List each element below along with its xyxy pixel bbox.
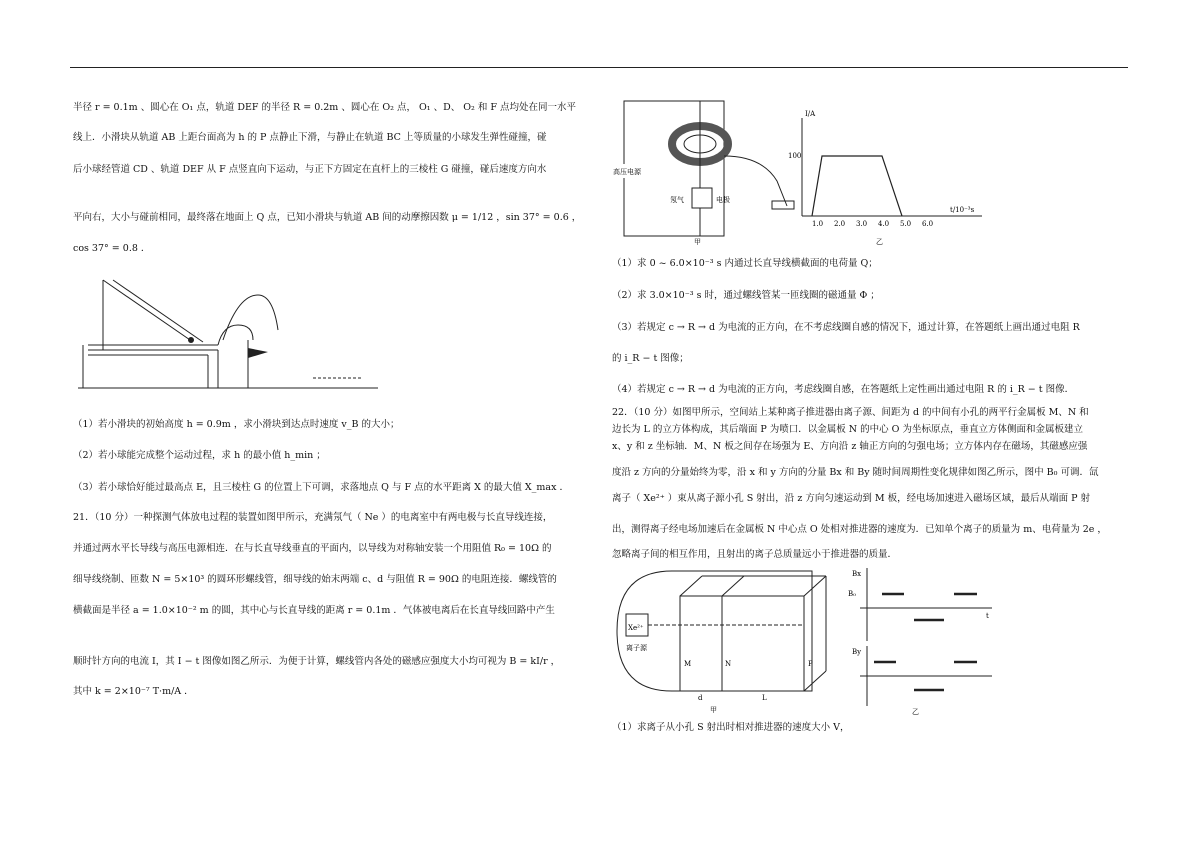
- text-line: 21．（10 分）一种探测气体放电过程的装置如图甲所示，充满氖气（ Ne ）的电离室中有两电极与长直导线连接，: [73, 512, 553, 523]
- track-figure: [73, 270, 383, 395]
- graph-t-label: t: [986, 612, 989, 620]
- text-line: cos 37° = 0.8 ．: [73, 243, 151, 254]
- figure-caption-jia: 甲: [710, 706, 717, 714]
- text-line: 细导线绕制、匝数 N = 5×10³ 的圆环形螺线管，细导线的始末两端 c、d 与阻值 R = 90Ω 的电阻连接．螺线管的: [73, 574, 557, 585]
- x-tick-label: 5.0: [900, 220, 912, 228]
- distance-d-label: d: [698, 694, 703, 702]
- text-line: 平向右，大小与碰前相同，最终落在地面上 Q 点，已知小滑块与轨道 AB 间的动摩擦因数 μ = 1/12 ，sin 37° = 0.6 ，: [73, 212, 582, 223]
- text-line: 半径 r = 0.1m 、圆心在 O₁ 点，轨道 DEF 的半径 R = 0.2m 、圆心在 O₂ 点， O₁ 、D、 O₂ 和 F 点均处在同一水平: [73, 102, 576, 113]
- text-line: 度沿 z 方向的分量始终为零，沿 x 和 y 方向的分量 Bx 和 By 随时间周期性变化规律如图乙所示，图中 B₀ 可调．氙: [612, 467, 1099, 478]
- text-line: 线上．小滑块从轨道 AB 上距台面高为 h 的 P 点静止下滑，与静止在轨道 BC 上等质量的小球发生弹性碰撞，碰: [73, 132, 547, 143]
- text-line: 出，测得离子经电场加速后在金属板 N 中心点 O 处相对推进器的速度为．已知单个离子的质量为 m、电荷量为 2e ，: [612, 524, 1107, 535]
- text-line: （1）求 0 ~ 6.0×10⁻³ s 内通过长直导线横截面的电荷量 Q；: [612, 258, 878, 269]
- text-line: 22．（10 分）如图甲所示，空间站上某种离子推进器由离子源、间距为 d 的中间有小孔的两平行金属板 M、N 和: [612, 407, 1089, 418]
- chamber-label: 氖气: [670, 196, 684, 204]
- axis-y-label: I/A: [805, 110, 816, 118]
- y-tick-label: 100: [788, 152, 802, 160]
- text-line: 横截面是半径 a = 1.0×10⁻² m 的圆，其中心与长直导线的距离 r = 0.1m ．气体被电离后在长直导线回路中产生: [73, 605, 555, 616]
- text-line: （3）若规定 c → R → d 为电流的正方向，在不考虑线圈自感的情况下，通过计算，在答题纸上画出通过电阻 R: [612, 322, 1080, 333]
- plate-n-label: N: [725, 660, 732, 668]
- source-label: 离子源: [626, 644, 647, 652]
- face-p-label: P: [808, 660, 813, 668]
- text-line: （3）若小球恰好能过最高点 E，且三棱柱 G 的位置上下可调，求落地点 Q 与 F 点的水平距离 X 的最大值 X_max ．: [73, 482, 569, 493]
- text-line: 的 i_R − t 图像；: [612, 353, 689, 364]
- figure-caption-yi: 乙: [912, 708, 919, 716]
- header-rule: [70, 67, 1128, 68]
- x-tick-label: 6.0: [922, 220, 934, 228]
- plate-m-label: M: [684, 660, 692, 668]
- circuit-figure: [612, 96, 982, 248]
- left-column: [73, 95, 593, 715]
- text-line: 其中 k = 2×10⁻⁷ T·m/A ．: [73, 686, 194, 697]
- x-tick-label: 2.0: [834, 220, 846, 228]
- text-line: （1）求离子从小孔 S 射出时相对推进器的速度大小 V，: [612, 722, 850, 733]
- electrode-label: 电极: [716, 196, 730, 204]
- text-line: x、y 和 z 坐标轴．M、N 板之间存在场强为 E、方向沿 z 轴正方向的匀强电场；立方体内存在磁场，其磁感应强: [612, 441, 1088, 452]
- text-line: （4）若规定 c → R → d 为电流的正方向，考虑线圈自感，在答题纸上定性画出通过电阻 R 的 i_R − t 图像．: [612, 384, 1075, 395]
- text-line: （2）求 3.0×10⁻³ s 时，通过螺线管某一匝线圈的磁通量 Φ ；: [612, 290, 880, 301]
- text-line: 后小球经管道 CD 、轨道 DEF 从 F 点竖直向下运动，与正下方固定在直杆上的三棱柱 G 碰撞，碰后速度方向水: [73, 164, 547, 175]
- figure-caption-jia: 甲: [694, 238, 701, 246]
- text-line: （2）若小球能完成整个运动过程，求 h 的最小值 h_min ；: [73, 450, 326, 461]
- text-line: 离子（ Xe²⁺ ）束从离子源小孔 S 射出，沿 z 方向匀速运动到 M 板，经电场加速进入磁场区域，最后从端面 P 射: [612, 493, 1091, 504]
- ion-label: Xe²⁺: [628, 624, 644, 632]
- x-tick-label: 1.0: [812, 220, 824, 228]
- text-line: （1）若小滑块的初始高度 h = 0.9m ，求小滑块到达点时速度 v_B 的大小；: [73, 419, 400, 430]
- graph-b0-label: B₀: [848, 590, 856, 598]
- x-tick-label: 4.0: [878, 220, 890, 228]
- figure-caption-yi: 乙: [876, 238, 883, 246]
- thruster-figure: [612, 566, 997, 716]
- axis-x-label: t/10⁻³s: [950, 206, 975, 214]
- text-line: 顺时针方向的电流 I，其 I − t 图像如图乙所示．为便于计算，螺线管内各处的磁感应强度大小均可视为 B = kI/r ，: [73, 656, 561, 667]
- text-line: 并通过两水平长导线与高压电源相连．在与长直导线垂直的平面内，以导线为对称轴安装一个用阻值 R₀ = 10Ω 的: [73, 543, 552, 554]
- graph-by-label: By: [852, 648, 862, 656]
- power-label: 高压电源: [613, 168, 641, 176]
- text-line: 边长为 L 的立方体构成，其后端面 P 为喷口．以金属板 N 的中心 O 为坐标原点，垂直立方体侧面和金属板建立: [612, 424, 1083, 435]
- text-line: 忽略离子间的相互作用，且射出的离子总质量远小于推进器的质量．: [612, 549, 898, 560]
- graph-bx-label: Bx: [852, 570, 862, 578]
- length-l-label: L: [762, 694, 767, 702]
- x-tick-label: 3.0: [856, 220, 868, 228]
